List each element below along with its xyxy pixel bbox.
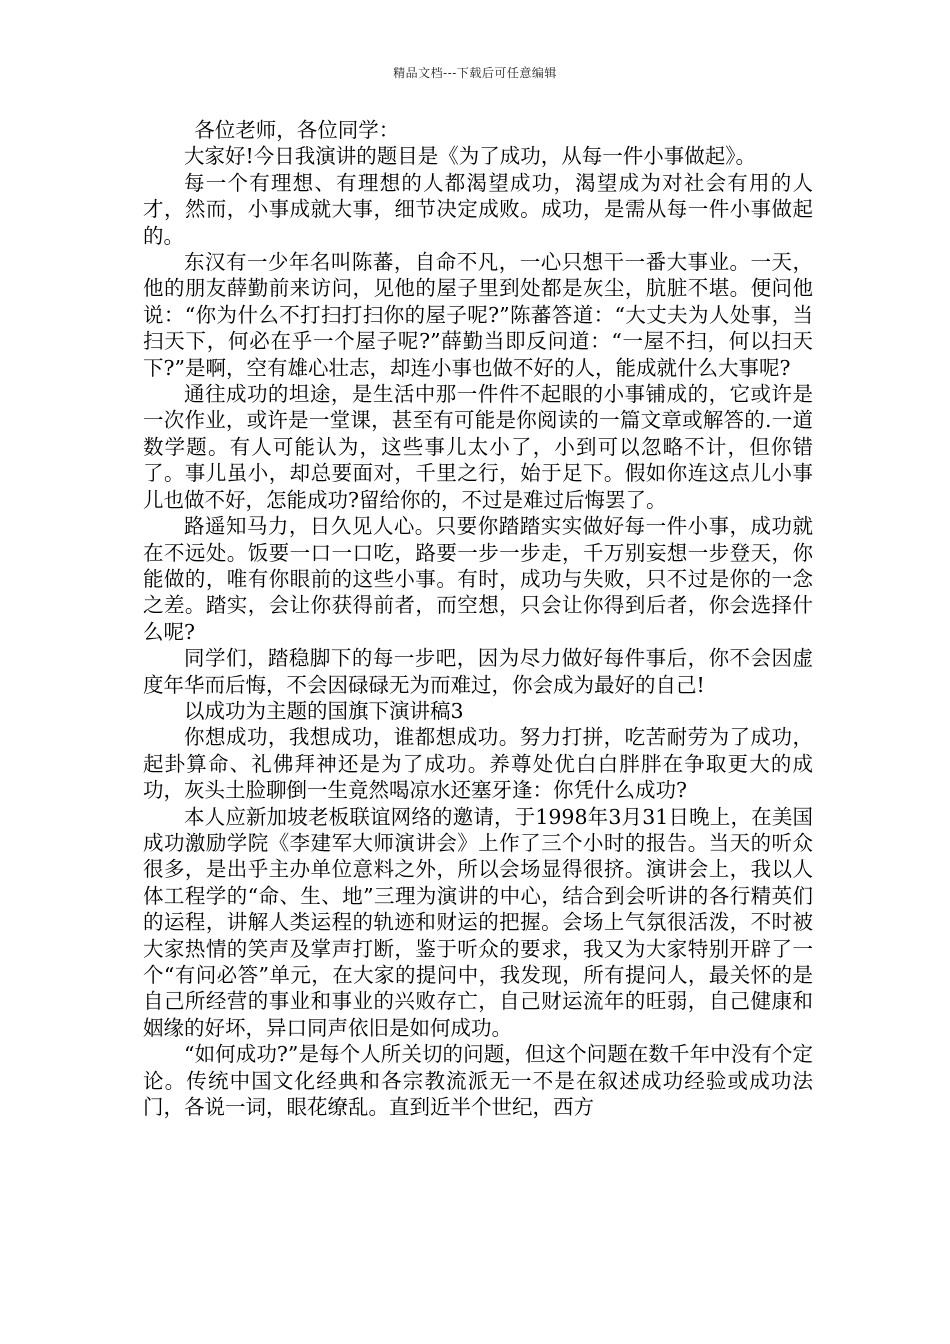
paragraph: 东汉有一少年名叫陈蕃，自命不凡，一心只想干一番大事业。一天，他的朋友薛勤前来访问，见他的屋子里到处都是灰尘，肮脏不堪。便问他说：“你为什么不打扫打扫你的屋子呢?”陈蕃答道：“大丈夫为人处事，当扫天下，何必在乎一个屋子呢?”薛勤当即反问道：“一屋不扫，何以扫天下?”是啊，空有雄心壮志，却连小事也做不好的人，能成就什么大事呢?: [143, 250, 813, 380]
paragraph: 大家好!今日我演讲的题目是《为了成功，从每一件小事做起》。: [184, 144, 756, 169]
salutation: 各位老师，各位同学：: [194, 118, 400, 142]
section-title: 以成功为主题的国旗下演讲稿3: [184, 698, 464, 723]
paragraph: 路遥知马力，日久见人心。只要你踏踏实实做好每一件小事，成功就在不远处。饭要一口一口吃，路要一步一步走，千万别妄想一步登天，你能做的，唯有你眼前的这些小事。有时，成功与失败，只不过是你的一念之差。踏实，会让你获得前者，而空想，只会让你得到后者，你会选择什么呢?: [143, 514, 813, 644]
paragraph: 每一个有理想、有理想的人都渴望成功，渴望成为对社会有用的人才，然而，小事成就大事，细节决定成败。成功，是需从每一件小事做起的。: [143, 170, 813, 248]
paragraph: 本人应新加坡老板联谊网络的邀请，于1998年3月31日晚上，在美国成功激励学院《李建军大师演讲会》上作了三个小时的报告。当天的听众很多，是出乎主办单位意料之外，所以会场显得很挤。演讲会上，我以人体工程学的“命、生、地”三理为演讲的中心，结合到会听讲的各行精英们的运程，讲解人类运程的轨迹和财运的把握。会场上气氛很活泼，不时被大家热情的笑声及掌声打断，鉴于听众的要求，我又为大家特别开辟了一个“有问必答”单元，在大家的提问中，我发现，所有提问人，最关怀的是自己所经营的事业和事业的兴败存亡，自己财运流年的旺弱，自己健康和姻缘的好坏，异口同声依旧是如何成功。: [143, 804, 813, 1040]
page-header: 精品文档---下载后可任意编辑: [393, 66, 557, 80]
document-body: [143, 117, 813, 1120]
paragraph: “如何成功?”是每个人所关切的问题，但这个问题在数千年中没有个定论。传统中国文化经典和各宗教流派无一不是在叙述成功经验或成功法门，各说一词，眼花缭乱。直到近半个世纪，西方: [143, 1042, 813, 1120]
paragraph: 通往成功的坦途，是生活中那一件件不起眼的小事铺成的，它或许是一次作业，或许是一堂课，甚至有可能是你阅读的一篇文章或解答的.一道数学题。有人可能认为，这些事儿太小了，小到可以忽略不计，但你错了。事儿虽小，却总要面对，千里之行，始于足下。假如你连这点儿小事儿也做不好，怎能成功?留给你的，不过是难过后悔罢了。: [143, 382, 813, 512]
paragraph: 你想成功，我想成功，谁都想成功。努力打拼，吃苦耐劳为了成功，起卦算命、礼佛拜神还是为了成功。养尊处优白白胖胖在争取更大的成功，灰头土脸聊倒一生竟然喝凉水还塞牙逢：你凭什么成功?: [143, 725, 813, 803]
paragraph: 同学们，踏稳脚下的每一步吧，因为尽力做好每件事后，你不会因虚度年华而后悔，不会因碌碌无为而难过，你会成为最好的自己!: [143, 646, 813, 697]
